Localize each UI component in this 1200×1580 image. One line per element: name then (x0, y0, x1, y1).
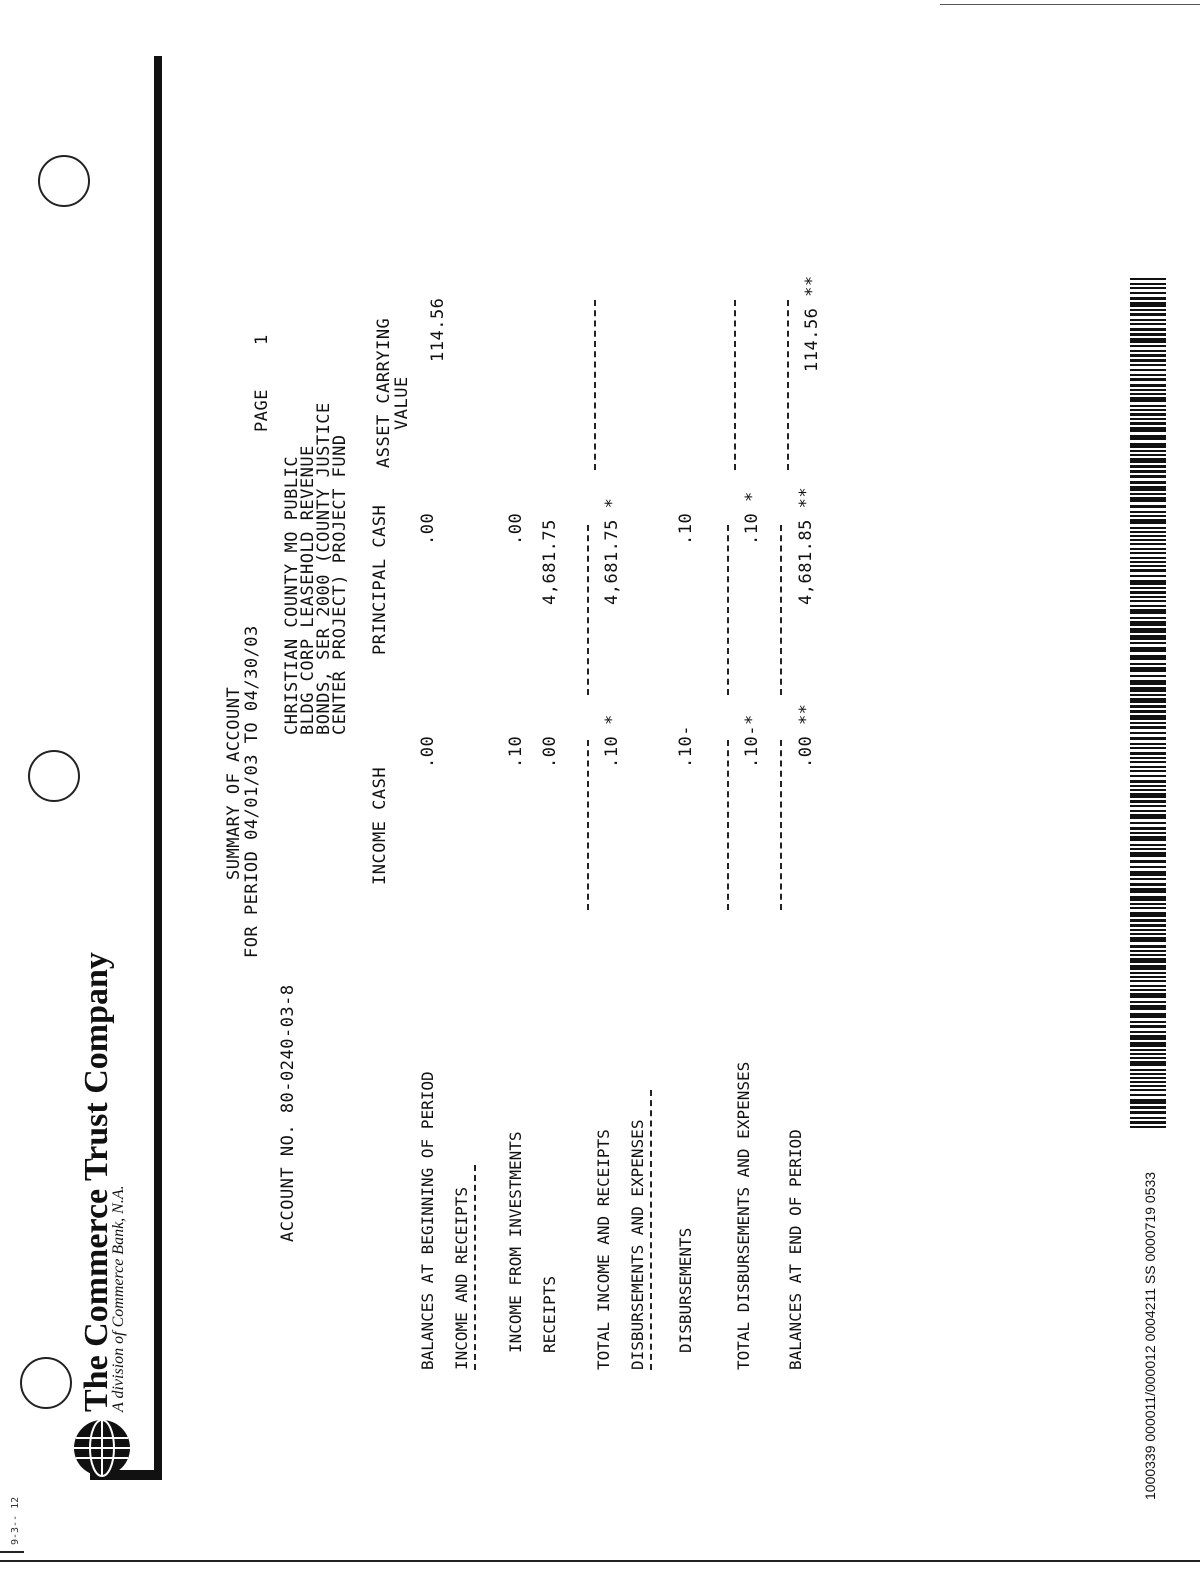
total-disb-principal-value: .10 * (742, 491, 762, 545)
row-label-total-disb: TOTAL DISBURSEMENTS AND EXPENSES (734, 1061, 753, 1370)
investments-principal-value: .00 (506, 512, 526, 545)
page-label: PAGE (252, 389, 272, 432)
subtotal-rule (727, 740, 729, 910)
receipts-income-value: .00 (540, 735, 560, 768)
heading-underline (474, 1165, 476, 1370)
row-label-disbursements: DISBURSEMENTS (676, 1227, 695, 1353)
ending-income-value: .00 ** (796, 703, 816, 768)
page-edge-bottom (0, 1560, 1200, 1562)
page-edge-bottom-mark (0, 1551, 24, 1553)
row-label-income-investments: INCOME FROM INVESTMENTS (506, 1131, 525, 1353)
ending-principal-value: 4,681.85 ** (796, 486, 816, 605)
company-division: A division of Commerce Bank, N.A. (110, 1185, 127, 1412)
receipts-principal-value: 4,681.75 (540, 519, 560, 605)
punch-hole (20, 1357, 72, 1409)
subtotal-rule (727, 525, 729, 695)
beginning-income-value: .00 (418, 735, 438, 768)
disbursements-principal-value: .10 (676, 512, 696, 545)
subtotal-rule (734, 300, 736, 470)
col-income-cash: INCOME CASH (370, 766, 390, 885)
heading-underline (650, 1090, 652, 1370)
row-label-receipts: RECEIPTS (540, 1275, 559, 1353)
margin-marks: 9-3-- 12 (10, 1496, 21, 1545)
account-name-line: CHRISTIAN COUNTY MO PUBLIC (282, 455, 302, 735)
company-name: The Commerce Trust Company (78, 952, 115, 1412)
total-disb-income-value: .10-* (742, 714, 762, 768)
account-name-line: BONDS, SER 2000 (COUNTY JUSTICE (314, 402, 334, 735)
punch-hole (28, 750, 80, 802)
ending-asset-value: 114.56 ** (802, 275, 822, 372)
beginning-asset-value: 114.56 (428, 297, 448, 362)
col-asset-carrying-value: VALUE (392, 376, 412, 430)
row-label-total-income: TOTAL INCOME AND RECEIPTS (594, 1129, 613, 1370)
subtotal-rule (587, 740, 589, 910)
account-name-line: CENTER PROJECT) PROJECT FUND (330, 434, 350, 735)
total-rule (780, 740, 782, 910)
row-label-ending: BALANCES AT END OF PERIOD (786, 1129, 805, 1370)
summary-title: SUMMARY OF ACCOUNT (224, 686, 244, 880)
subtotal-rule (594, 300, 596, 470)
batch-code: 1000339 000011/000012 0004211 SS 0000719 0533 (1142, 1171, 1158, 1500)
total-rule (787, 300, 789, 470)
row-label-beginning: BALANCES AT BEGINNING OF PERIOD (418, 1071, 437, 1370)
account-number: ACCOUNT NO. 80-0240-03-8 (278, 984, 298, 1242)
punch-hole (38, 155, 90, 207)
col-asset-carrying: ASSET CARRYING (374, 317, 394, 468)
investments-income-value: .10 (506, 735, 526, 768)
subtotal-rule (587, 525, 589, 695)
page-number: 1 (252, 334, 272, 345)
col-principal-cash: PRINCIPAL CASH (370, 504, 390, 655)
period-range: FOR PERIOD 04/01/03 TO 04/30/03 (242, 625, 262, 958)
total-rule (780, 525, 782, 695)
globe-logo-icon (72, 1418, 132, 1478)
page-edge-top (940, 4, 1200, 5)
beginning-principal-value: .00 (418, 512, 438, 545)
row-label-income-receipts: INCOME AND RECEIPTS (452, 1186, 471, 1370)
total-income-principal-value: 4,681.75 * (602, 497, 622, 605)
total-income-value: .10 * (602, 714, 622, 768)
barcode-icon (1130, 278, 1166, 1128)
form-border-bar (154, 56, 162, 1480)
row-label-disb-expenses: DISBURSEMENTS AND EXPENSES (628, 1119, 647, 1370)
account-name-line: BLDG CORP LEASEHOLD REVENUE (298, 445, 318, 735)
disbursements-income-value: .10- (676, 725, 696, 768)
